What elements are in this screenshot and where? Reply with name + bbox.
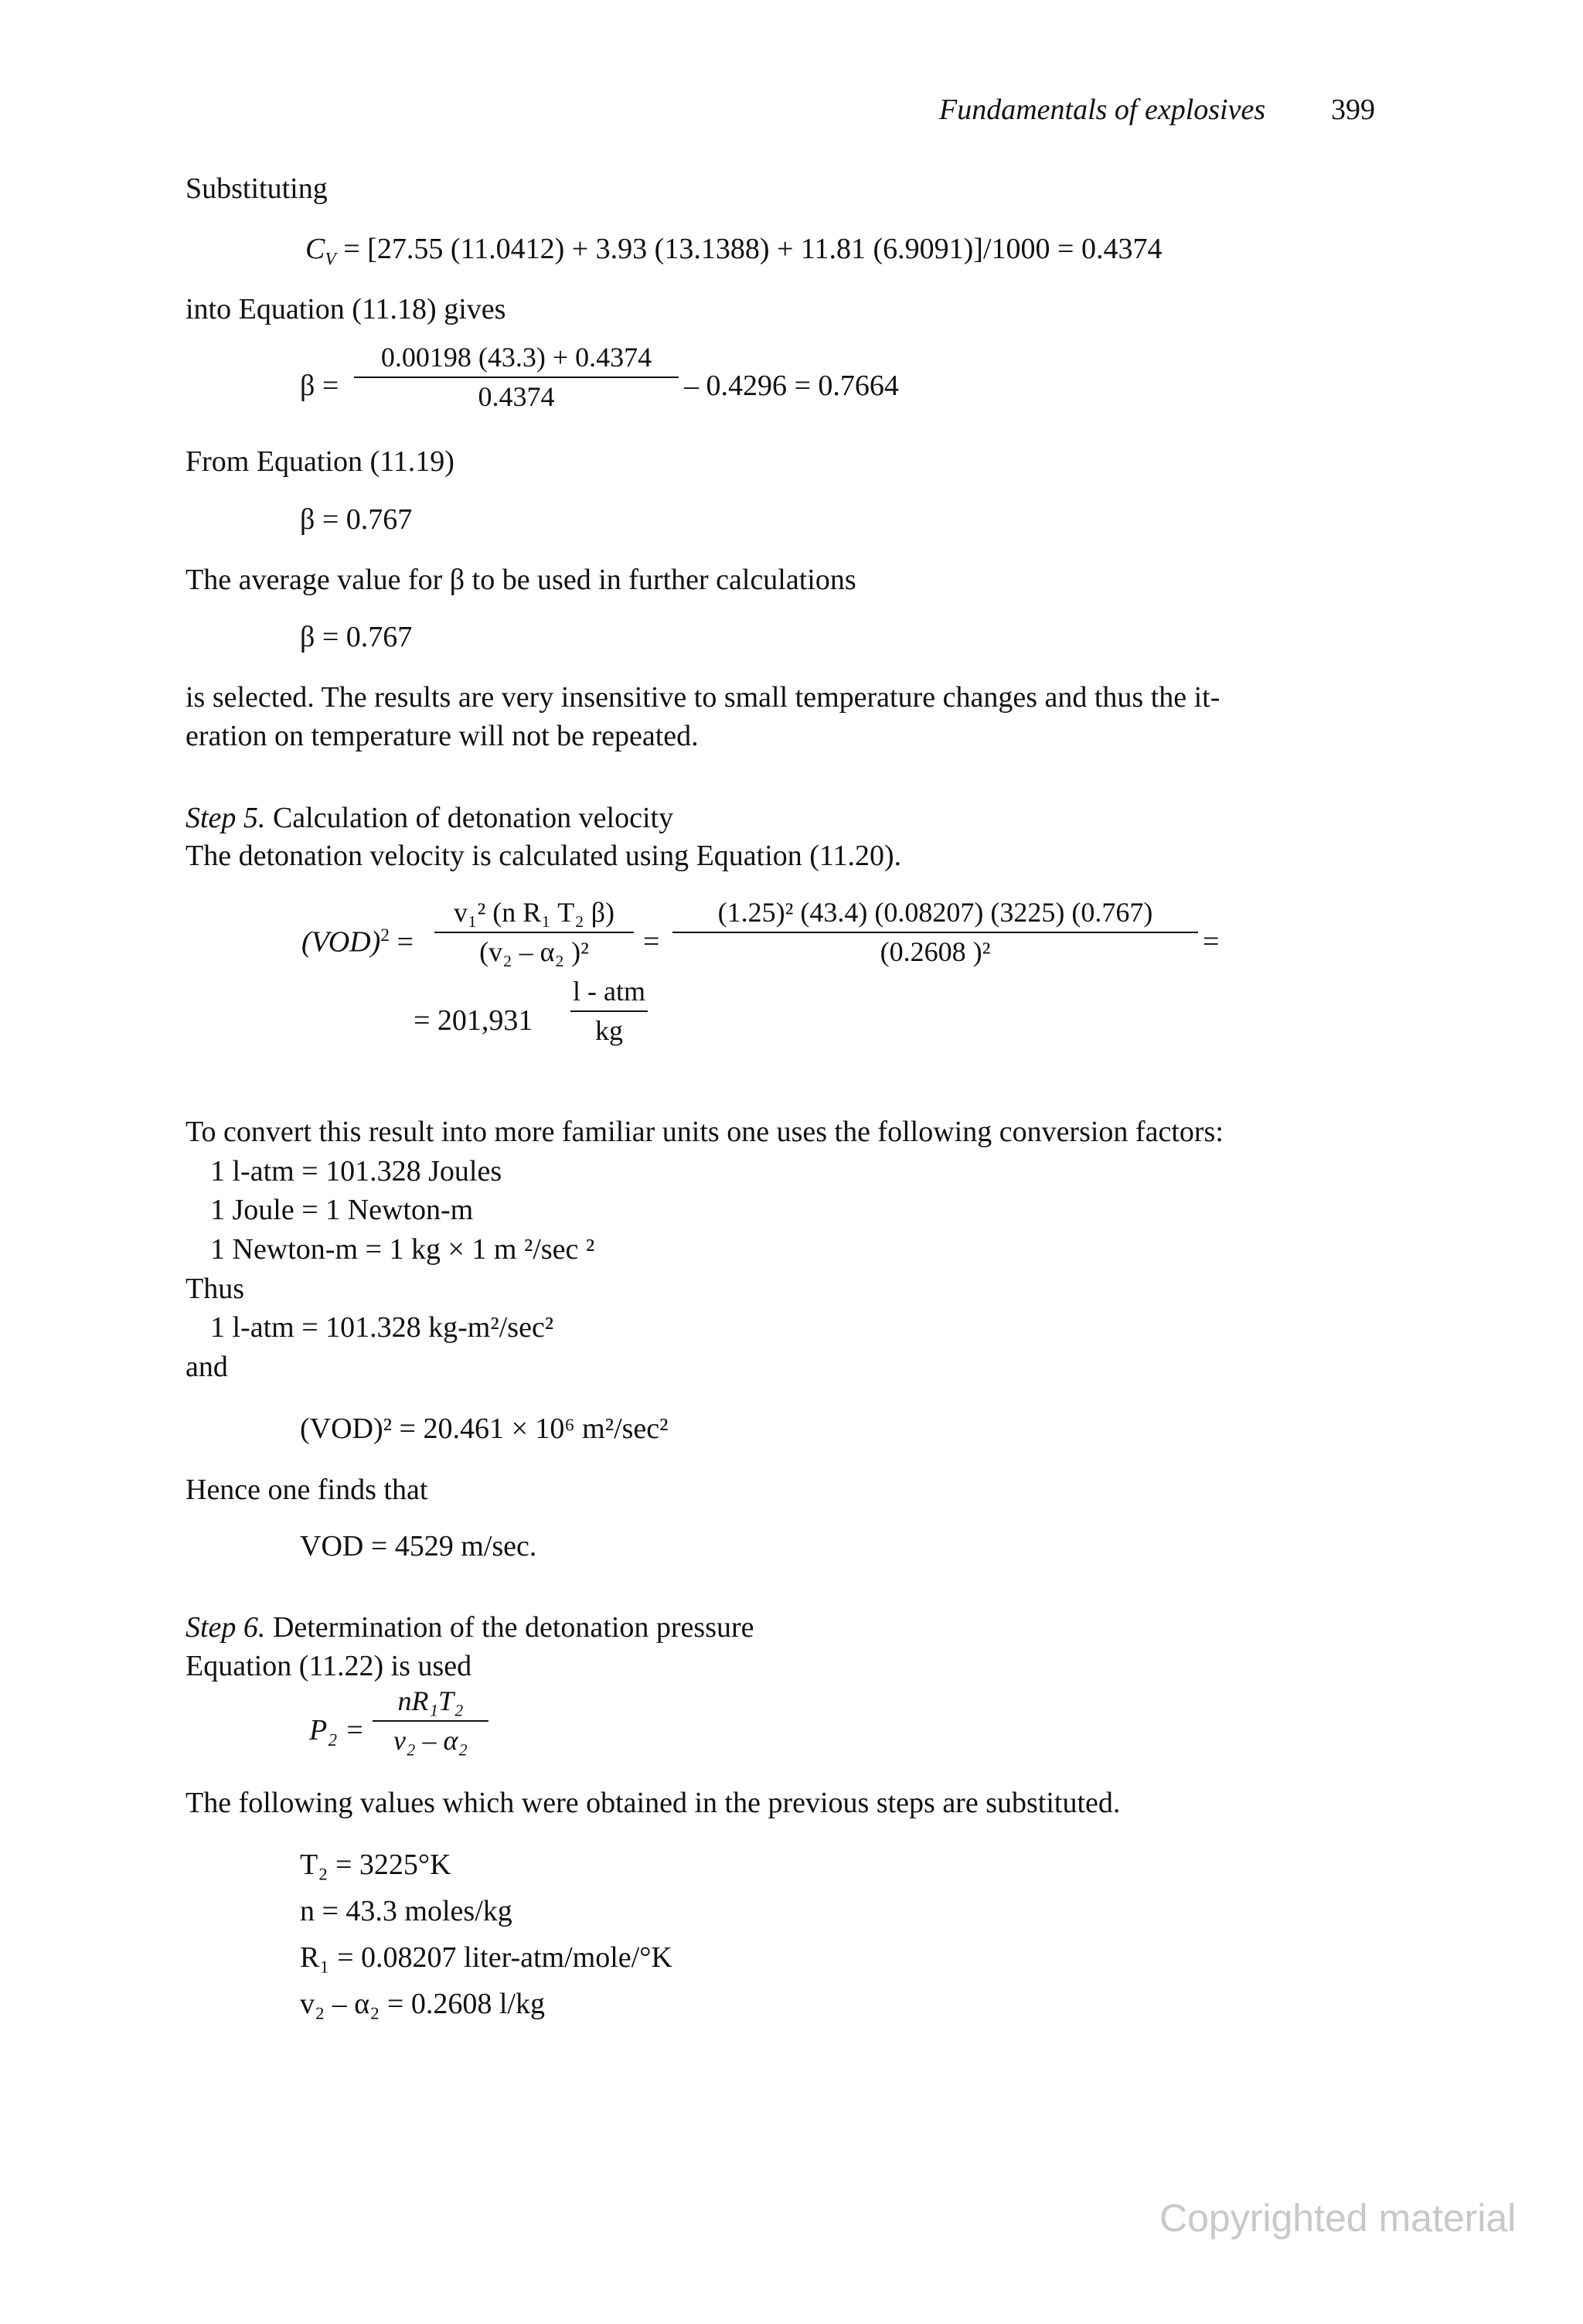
equation-cv: $C_V = [27.55$ (11.0412) + 3.93 (13.1388) + 11.81 (6.9091)]/1000 = 0.4374 <box>305 233 1163 270</box>
equation-vod-squared: (VOD)² = 20.461 × 10⁶ m²/sec² <box>300 1412 669 1445</box>
beta1-rhs: – 0.4296 = 0.7664 <box>684 370 899 402</box>
value-v2-alpha2: v₂ – α₂ = 0.2608 l/kg <box>300 1988 545 2020</box>
fraction-bar <box>570 1010 648 1012</box>
step5-description: The detonation velocity is calculated using Equation (11.20). <box>186 840 902 872</box>
text-and: and <box>186 1351 228 1383</box>
text-into-equation: into Equation (11.18) gives <box>186 293 506 325</box>
vod-symbolic-denominator: (v₂ – α₂ )² <box>479 936 589 968</box>
conversion-factor-1: 1 l-atm = 101.328 Joules <box>210 1155 502 1188</box>
text-substituting: Substituting <box>186 172 328 205</box>
beta1-fraction <box>354 342 679 414</box>
vod-fraction-symbolic <box>434 897 634 969</box>
fraction-bar <box>672 932 1198 933</box>
step5-heading: Step 5. Calculation of detonation velocity <box>186 802 674 834</box>
equation-beta3: β = 0.767 <box>300 621 413 653</box>
vod-fraction-numeric <box>672 897 1198 969</box>
vod-symbolic-numerator: v₁² (n R₁ T₂ β) <box>453 897 615 928</box>
text-hence: Hence one finds that <box>186 1474 428 1506</box>
step6-description: Equation (11.22) is used <box>186 1650 472 1682</box>
text-selected-1: is selected. The results are very insensitive to small temperature changes and thus the it- <box>186 681 1220 714</box>
text-convert-intro: To convert this result into more familiar units one uses the following conversion factors: <box>186 1116 1224 1148</box>
vod-lhs: (VOD)$^2$ = <box>301 925 414 959</box>
conversion-factor-4: 1 l-atm = 101.328 kg-m²/sec² <box>210 1311 554 1344</box>
text-following-values: The following values which were obtained in the previous steps are substituted. <box>186 1787 1121 1819</box>
beta1-lhs: β = <box>300 370 339 402</box>
p2-denominator: v₂ – α₂ <box>393 1725 468 1757</box>
vod-unit-fraction <box>570 976 648 1048</box>
fraction-bar <box>354 377 679 378</box>
equation-vod-final: VOD = 4529 m/sec. <box>300 1530 537 1562</box>
fraction-bar <box>373 1720 489 1722</box>
fraction-bar <box>434 932 634 933</box>
beta1-numerator: 0.00198 (43.3) + 0.4374 <box>380 342 652 373</box>
step6-heading: Step 6. Determination of the detonation pressure <box>186 1611 754 1644</box>
vod-unit-numerator: l - atm <box>573 976 645 1007</box>
text-selected-2: eration on temperature will not be repeated. <box>186 720 699 752</box>
text-thus: Thus <box>186 1273 244 1305</box>
value-t2: T₂ = 3225°K <box>300 1849 451 1881</box>
beta1-denominator: 0.4374 <box>478 381 555 413</box>
equation-beta2: β = 0.767 <box>300 503 413 536</box>
conversion-factor-3: 1 Newton-m = 1 kg × 1 m ²/sec ² <box>210 1233 595 1266</box>
watermark-copyright: Copyrighted material <box>1159 2196 1517 2240</box>
text-average-value: The average value for β to be used in further calculations <box>186 564 856 596</box>
page-number: 399 <box>1331 94 1375 126</box>
p2-lhs: P₂ = <box>309 1714 365 1746</box>
vod-unit-denominator: kg <box>595 1015 623 1047</box>
vod-numeric-denominator: (0.2608 )² <box>880 936 991 968</box>
text-from-equation: From Equation (11.19) <box>186 445 454 478</box>
equals-sign: = <box>1203 925 1220 958</box>
vod-result: = 201,931 <box>414 1004 533 1037</box>
equals-sign: = <box>643 925 660 958</box>
p2-fraction <box>373 1685 489 1757</box>
p2-numerator: nR₁T₂ <box>397 1685 464 1716</box>
value-n: n = 43.3 moles/kg <box>300 1895 512 1927</box>
running-header-title: Fundamentals of explosives <box>939 94 1266 126</box>
vod-numeric-numerator: (1.25)² (43.4) (0.08207) (3225) (0.767) <box>717 897 1153 928</box>
value-r1: R₁ = 0.08207 liter-atm/mole/°K <box>300 1941 672 1974</box>
conversion-factor-2: 1 Joule = 1 Newton-m <box>210 1194 474 1226</box>
